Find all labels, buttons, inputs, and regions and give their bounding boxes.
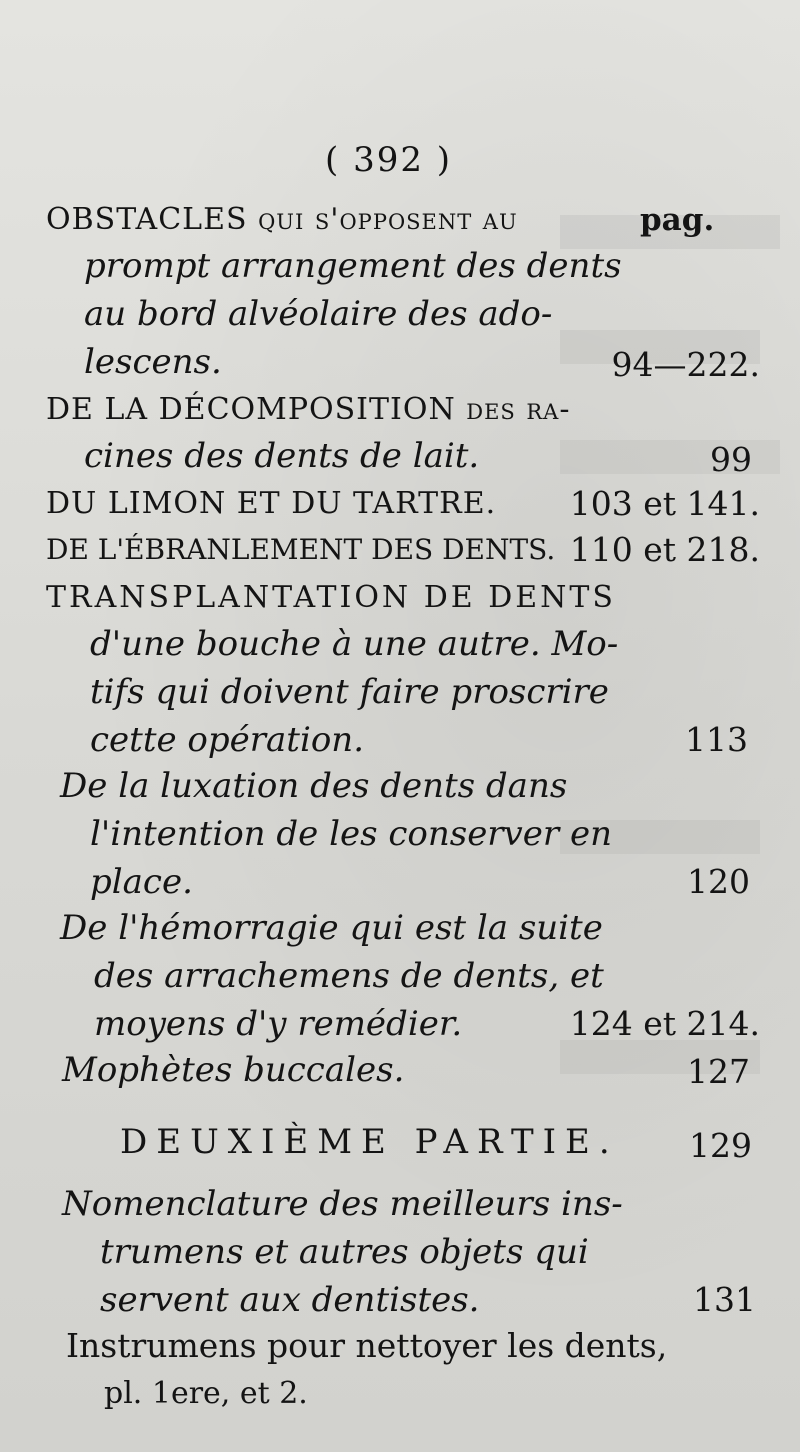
entry-obstacles-line-1 — [46, 200, 518, 240]
entry-limon-page: 103 et 141. — [569, 484, 760, 523]
entry-ebranlement-page: 110 et 218. — [569, 530, 760, 569]
entry-luxation-line-2: l'intention de les conserver en — [90, 814, 612, 854]
entry-luxation-line-3: place. — [90, 862, 193, 902]
section-page: 129 — [689, 1126, 752, 1165]
entry-transplantation-line-1: TRANSPLANTATION DE DENTS — [46, 580, 616, 615]
entry-decomposition-line-2: cines des dents de lait. — [84, 436, 480, 476]
entry-nomenclature-line-3: servent aux dentistes. — [100, 1280, 480, 1320]
page-number-header: ( 392 ) — [325, 140, 453, 180]
entry-instrumens-line-2: pl. 1ere, et 2. — [104, 1376, 308, 1411]
entry-obstacles-page: 94—222. — [611, 345, 760, 384]
entry-luxation-line-1: De la luxation des dents dans — [60, 766, 568, 806]
entry-mophetes-line-1: Mophètes buccales. — [62, 1050, 405, 1090]
entry-text: OBSTACLES qui s'opposent au — [46, 202, 518, 237]
entry-hemorragie-line-1: De l'hémorragie qui est la suite — [60, 908, 603, 948]
entry-nomenclature-line-2: trumens et autres objets qui — [100, 1232, 589, 1272]
entry-limon-line-1: DU LIMON ET DU TARTRE. — [46, 486, 497, 521]
entry-mophetes-page: 127 — [687, 1052, 750, 1091]
entry-nomenclature-page: 131 — [693, 1280, 756, 1319]
entry-transplantation-line-2: d'une bouche à une autre. Mo- — [90, 624, 619, 664]
entry-obstacles-line-2: prompt arrangement des dents — [84, 246, 622, 286]
entry-transplantation-page: 113 — [685, 720, 748, 759]
pag-label: pag. — [640, 202, 715, 238]
entry-transplantation-line-3: tifs qui doivent faire proscrire — [90, 672, 609, 712]
entry-ebranlement-line-1: DE L'ÉBRANLEMENT DES DENTS. — [46, 533, 556, 566]
entry-instrumens-line-1: Instrumens pour nettoyer les dents, — [66, 1326, 668, 1365]
entry-luxation-page: 120 — [687, 862, 750, 901]
entry-obstacles-line-4: lescens. — [84, 342, 222, 382]
entry-hemorragie-line-2: des arrachemens de dents, et — [94, 956, 604, 996]
entry-hemorragie-line-3: moyens d'y remédier. — [94, 1004, 463, 1044]
entry-decomposition-line-1: DE LA DÉCOMPOSITION des ra- — [46, 392, 571, 427]
entry-decomposition-page: 99 — [710, 440, 752, 479]
entry-obstacles-line-3: au bord alvéolaire des ado- — [84, 294, 553, 334]
entry-transplantation-line-4: cette opération. — [90, 720, 365, 760]
section-heading: DEUXIÈME PARTIE. — [120, 1122, 619, 1162]
entry-nomenclature-line-1: Nomenclature des meilleurs ins- — [62, 1184, 623, 1224]
entry-hemorragie-page: 124 et 214. — [569, 1004, 760, 1043]
